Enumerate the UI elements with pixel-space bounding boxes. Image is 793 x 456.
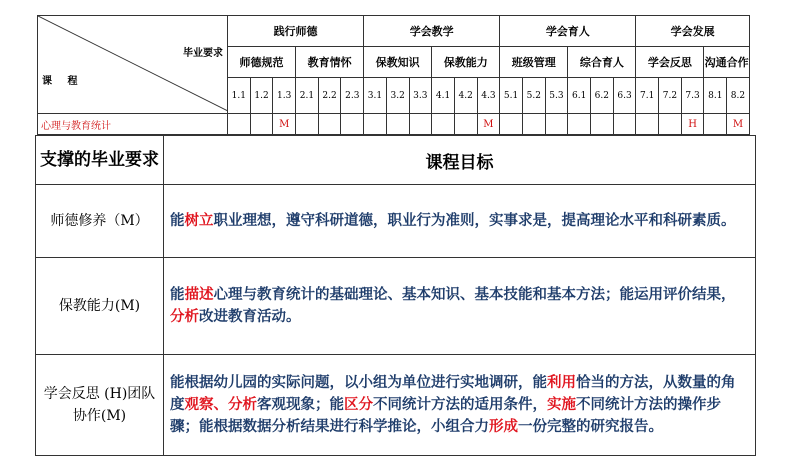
header-course-objective: 课程目标 [164, 136, 756, 185]
support-mark-cell [318, 114, 341, 135]
indicator-cell: 5.1 [500, 78, 523, 114]
indicator-cell: 4.1 [432, 78, 455, 114]
objective-text: 心理与教育统计的基础理论、基本知识、基本技能和基本方法；能运用评价结果， [213, 287, 736, 303]
indicator-cell: 7.1 [636, 78, 659, 114]
objective-text: 改进教育活动。 [199, 309, 301, 325]
support-mark-cell: H [681, 114, 704, 135]
support-mark-cell [636, 114, 659, 135]
corner-diagonal [38, 16, 228, 111]
indicator-cell: 3.2 [386, 78, 409, 114]
subgroup-header: 教育情怀 [296, 47, 364, 78]
requirement-cell: 师德修养（M） [36, 185, 164, 258]
support-mark-cell [386, 114, 409, 135]
indicator-cell: 6.2 [591, 78, 614, 114]
highlighted-verb: 区分 [344, 397, 373, 413]
highlighted-verb: 观察、分析 [184, 397, 257, 413]
corner-course-label: 课 程 [42, 76, 84, 87]
indicator-cell: 5.2 [522, 78, 545, 114]
support-mark-cell [522, 114, 545, 135]
indicator-cell: 4.2 [454, 78, 477, 114]
indicator-cell: 2.2 [318, 78, 341, 114]
support-mark-cell: M [273, 114, 296, 135]
indicator-cell: 5.3 [545, 78, 568, 114]
goals-header-row [36, 136, 756, 185]
subgroup-header: 学会反思 [636, 47, 704, 78]
goal-row [36, 355, 756, 456]
indicator-cell: 1.1 [228, 78, 251, 114]
goal-row [36, 258, 756, 355]
course-objectives-table [35, 135, 756, 456]
objective-text: 不同统计方法的操作步骤；能根据数据分析结果进行科学推论，小组合力 [170, 397, 721, 435]
subgroup-header: 沟通合作 [704, 47, 749, 78]
support-mark-cell [591, 114, 614, 135]
group-header: 学会育人 [500, 16, 636, 47]
indicator-cell: 8.2 [727, 78, 750, 114]
indicator-cell: 8.1 [704, 78, 727, 114]
objective-text: 职业理想，遵守科研道德，职业行为准则，实事求是，提高理论水平和科研素质。 [213, 213, 736, 229]
objective-text: 恰当的方法，从数量的角度 [170, 375, 736, 413]
objective-cell [164, 258, 756, 355]
support-mark-cell [568, 114, 591, 135]
highlighted-verb: 分析 [170, 309, 199, 325]
indicator-cell: 3.1 [364, 78, 387, 114]
support-mark-cell [409, 114, 432, 135]
highlighted-verb: 利用 [547, 375, 576, 391]
indicator-cell: 2.1 [296, 78, 319, 114]
objective-text: 能 [170, 287, 185, 303]
subgroup-header: 保教知识 [364, 47, 432, 78]
objective-text: 客观现象；能 [257, 397, 344, 413]
objective-text: 能 [170, 213, 185, 229]
indicator-cell: 7.3 [681, 78, 704, 114]
support-mark-cell [296, 114, 319, 135]
indicator-cell: 6.1 [568, 78, 591, 114]
objective-cell [164, 355, 756, 456]
matrix-course-row [38, 114, 750, 135]
matrix-group-row [38, 16, 750, 47]
indicator-cell: 4.3 [477, 78, 500, 114]
indicator-cell: 1.3 [273, 78, 296, 114]
support-mark-cell [500, 114, 523, 135]
indicator-cell: 2.3 [341, 78, 364, 114]
subgroup-header: 班级管理 [500, 47, 568, 78]
subgroup-header: 师德规范 [228, 47, 296, 78]
requirement-matrix [37, 15, 750, 135]
highlighted-verb: 树立 [184, 213, 214, 229]
objective-text: 能根据幼儿园的实际问题，以小组为单位进行实地调研，能 [170, 375, 547, 391]
group-header: 学会发展 [636, 16, 749, 47]
support-mark-cell [341, 114, 364, 135]
group-header: 学会教学 [364, 16, 500, 47]
matrix-corner [38, 16, 228, 114]
subgroup-header: 保教能力 [432, 47, 500, 78]
requirement-cell: 保教能力(M) [36, 258, 164, 355]
indicator-cell: 1.2 [250, 78, 273, 114]
goal-row [36, 185, 756, 258]
support-mark-cell [364, 114, 387, 135]
support-mark-cell: M [477, 114, 500, 135]
indicator-cell: 3.3 [409, 78, 432, 114]
support-mark-cell: M [727, 114, 750, 135]
highlighted-verb: 描述 [184, 287, 214, 303]
objective-cell [164, 185, 756, 258]
objective-text: 不同统计方法的适用条件， [373, 397, 547, 413]
indicator-cell: 6.3 [613, 78, 636, 114]
course-name: 心理与教育统计 [38, 114, 228, 135]
support-mark-cell [454, 114, 477, 135]
support-mark-cell [704, 114, 727, 135]
support-mark-cell [228, 114, 251, 135]
support-mark-cell [432, 114, 455, 135]
support-mark-cell [659, 114, 682, 135]
highlighted-verb: 实施 [547, 397, 576, 413]
support-mark-cell [250, 114, 273, 135]
support-mark-cell [545, 114, 568, 135]
highlighted-verb: 形成 [489, 419, 518, 435]
objective-text: 一份完整的研究报告。 [518, 419, 663, 435]
group-header: 践行师德 [228, 16, 364, 47]
corner-requirement-label: 毕业要求 [183, 48, 223, 59]
subgroup-header: 综合育人 [568, 47, 636, 78]
support-mark-cell [613, 114, 636, 135]
header-supporting-requirement: 支撑的毕业要求 [36, 136, 164, 185]
requirement-cell: 学会反思 (H)团队协作(M) [36, 355, 164, 456]
indicator-cell: 7.2 [659, 78, 682, 114]
